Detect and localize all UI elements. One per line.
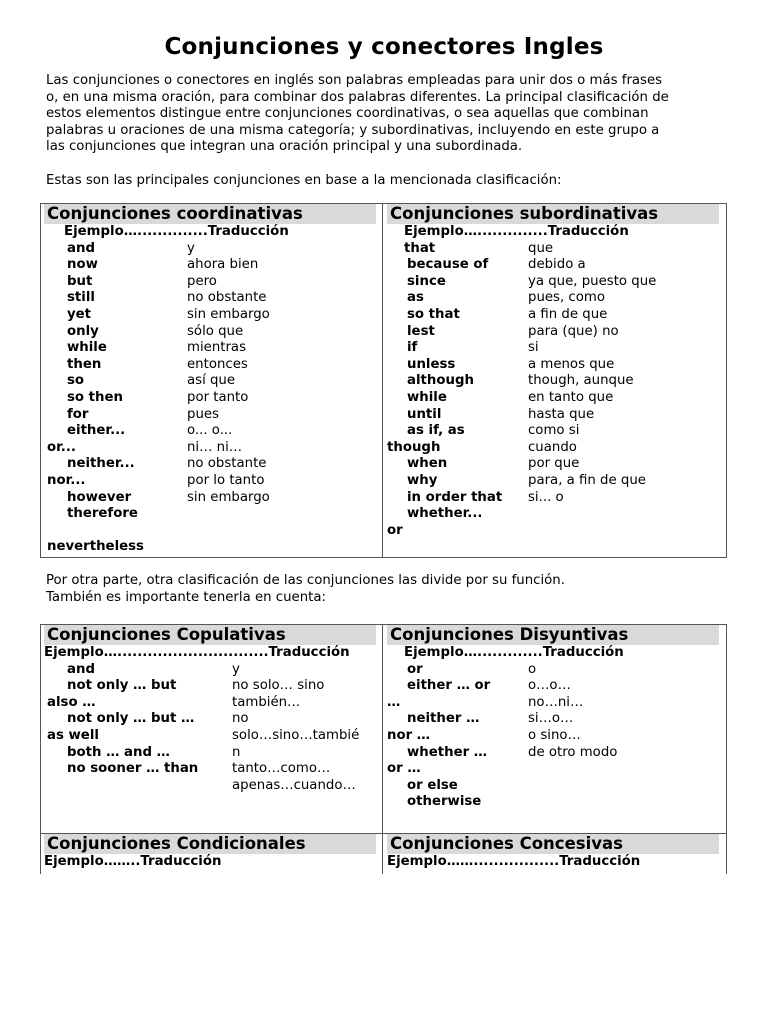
english-term: because of — [407, 257, 489, 273]
table-row — [44, 373, 376, 390]
english-term: yet — [67, 306, 92, 322]
english-term: either... — [67, 423, 126, 439]
english-term: since — [407, 273, 446, 289]
spanish-translation: ni… ni… — [187, 439, 243, 455]
table-row — [44, 274, 376, 291]
mid-paragraph — [46, 573, 726, 606]
english-term: if — [407, 340, 418, 356]
english-term: that — [404, 240, 436, 256]
english-term: but — [67, 273, 93, 289]
english-term: … — [387, 694, 401, 710]
english-term: or — [387, 522, 403, 538]
table-row — [44, 290, 376, 307]
table-row — [44, 778, 376, 795]
table-row — [44, 390, 376, 407]
spanish-translation: si…o… — [528, 711, 574, 727]
coord-subord-table — [40, 203, 727, 558]
spanish-translation: y — [187, 240, 195, 256]
disyuntivas-subheader: Ejemplo….............Traducción — [404, 645, 624, 660]
table-row — [44, 761, 376, 778]
spanish-translation: n — [232, 744, 241, 760]
coordinativas-header: Conjunciones coordinativas — [44, 204, 376, 224]
spanish-translation: though, aunque — [528, 373, 634, 389]
intro-line: Las conjunciones o conectores en inglés son palabras empleadas para unir dos o más frases — [46, 73, 663, 88]
spanish-translation: así que — [187, 373, 236, 389]
mid-line: Por otra parte, otra clasificación de las conjunciones las divide por su función. — [46, 573, 565, 588]
copulativas-cell — [44, 625, 376, 794]
table-row — [387, 711, 719, 728]
table-row — [387, 473, 719, 490]
english-term: while — [407, 389, 447, 405]
table-row — [387, 728, 719, 745]
table-row — [387, 390, 719, 407]
table-row — [387, 523, 719, 540]
table-row — [44, 307, 376, 324]
table-row — [387, 290, 719, 307]
concesivas-header: Conjunciones Concesivas — [387, 834, 719, 854]
english-term: although — [407, 373, 474, 389]
page-title: Conjunciones y conectores Ingles — [164, 34, 604, 60]
english-term: therefore — [67, 506, 138, 522]
intro-paragraph — [46, 73, 726, 156]
english-term: and — [67, 661, 95, 677]
subordinativas-subheader: Ejemplo…..............Traducción — [404, 224, 629, 239]
subordinativas-header: Conjunciones subordinativas — [387, 204, 719, 224]
english-term: both … and … — [67, 744, 170, 760]
spanish-translation: o sino… — [528, 727, 581, 743]
table-row — [387, 794, 719, 811]
table-row — [44, 662, 376, 679]
table-row — [44, 257, 376, 274]
intro-line: o, en una misma oración, para combinar dos palabras diferentes. La principal clasificación de — [46, 89, 669, 105]
spanish-translation: por tanto — [187, 389, 249, 405]
table-row — [44, 456, 376, 473]
spanish-translation: no solo… sino — [232, 678, 325, 694]
spanish-translation: no — [232, 711, 249, 727]
english-term: or — [407, 661, 423, 677]
spanish-translation: entonces — [187, 356, 248, 372]
coordinativas-cell — [44, 204, 376, 556]
spanish-translation: también… — [232, 694, 301, 710]
english-term: so then — [67, 389, 123, 405]
mid-line: También es importante tenerla en cuenta: — [46, 589, 326, 605]
table-row — [44, 678, 376, 695]
intro-second-paragraph: Estas son las principales conjunciones en base a la mencionada clasificación: — [46, 173, 562, 188]
spanish-translation: si — [528, 340, 539, 356]
table-row — [44, 324, 376, 341]
table-row — [387, 678, 719, 695]
spanish-translation: no obstante — [187, 456, 267, 472]
english-term: then — [67, 356, 102, 372]
coordinativas-subheader: Ejemplo…..............Traducción — [64, 224, 289, 239]
spanish-translation: no…ni… — [528, 694, 584, 710]
table-row — [387, 761, 719, 778]
table-row — [44, 728, 376, 745]
column-divider — [382, 625, 383, 834]
intro-line: estos elementos distingue entre conjunciones coordinativas, o sea aquellas que combinan — [46, 106, 649, 122]
subordinativas-rows — [387, 241, 719, 540]
english-term: when — [407, 456, 448, 472]
table-row — [387, 745, 719, 762]
spanish-translation: pues — [187, 406, 219, 422]
table-row — [387, 662, 719, 679]
spanish-translation: mientras — [187, 340, 247, 356]
cond-conc-table — [40, 833, 727, 874]
english-term: though — [387, 439, 441, 455]
table-row — [44, 357, 376, 374]
column-divider — [382, 204, 383, 557]
table-row — [387, 490, 719, 507]
table-row — [44, 473, 376, 490]
spanish-translation: no obstante — [187, 290, 267, 306]
english-term: still — [67, 290, 95, 306]
english-term: as well — [47, 727, 99, 743]
english-term: nor... — [47, 472, 86, 488]
copulativas-subheader: Ejemplo…..............................Traducción — [44, 645, 350, 660]
spanish-translation: o…o… — [528, 678, 571, 694]
spanish-translation: y — [232, 661, 240, 677]
english-term: lest — [407, 323, 435, 339]
spanish-translation: solo…sino…tambié — [232, 727, 360, 743]
english-term: or … — [387, 761, 421, 777]
table-row — [387, 241, 719, 258]
spanish-translation: si... o — [528, 489, 564, 505]
spanish-translation: apenas…cuando… — [232, 777, 356, 793]
english-term: or... — [47, 439, 76, 455]
disyuntivas-header: Conjunciones Disyuntivas — [387, 625, 719, 645]
condicionales-header: Conjunciones Condicionales — [44, 834, 376, 854]
spanish-translation: tanto…como… — [232, 761, 331, 777]
coordinativas-rows — [44, 241, 376, 556]
table-row — [387, 456, 719, 473]
table-row — [44, 241, 376, 258]
english-term: neither... — [67, 456, 135, 472]
english-term: or else — [407, 777, 458, 793]
table-row — [44, 506, 376, 523]
spanish-translation: para, a fin de que — [528, 472, 646, 488]
intro-line: palabras u oraciones de una misma categoría; y subordinativas, incluyendo en este grupo a — [46, 122, 660, 138]
spanish-translation: cuando — [528, 439, 577, 455]
english-term: either … or — [407, 678, 491, 694]
table-row — [44, 440, 376, 457]
concesivas-subheader: Ejemplo…….................Traducción — [387, 854, 641, 869]
english-term: unless — [407, 356, 456, 372]
column-divider — [382, 834, 383, 874]
english-term: until — [407, 406, 442, 422]
english-term: nevertheless — [47, 539, 144, 555]
english-term: while — [67, 340, 107, 356]
english-term: only — [67, 323, 99, 339]
spanish-translation: ya que, puesto que — [528, 273, 657, 289]
table-row — [44, 539, 376, 556]
table-row — [387, 695, 719, 712]
disyuntivas-cell — [387, 625, 719, 811]
english-term: now — [67, 257, 98, 273]
table-row — [44, 745, 376, 762]
table-row — [387, 257, 719, 274]
spanish-translation: de otro modo — [528, 744, 618, 760]
english-term: as if, as — [407, 423, 465, 439]
table-row — [44, 407, 376, 424]
english-term: so — [67, 373, 85, 389]
spanish-translation: a fin de que — [528, 306, 608, 322]
condicionales-subheader: Ejemplo……..Traducción — [44, 854, 222, 869]
spanish-translation: que — [528, 240, 554, 256]
table-row — [387, 324, 719, 341]
spanish-translation: o — [528, 661, 537, 677]
english-term: not only … but … — [67, 711, 195, 727]
spanish-translation: para (que) no — [528, 323, 619, 339]
table-row — [387, 340, 719, 357]
copulativas-header: Conjunciones Copulativas — [44, 625, 376, 645]
table-row — [44, 523, 376, 540]
spanish-translation: debido a — [528, 257, 586, 273]
spanish-translation: o... o... — [187, 423, 233, 439]
english-term: so that — [407, 306, 460, 322]
spanish-translation: pero — [187, 273, 217, 289]
english-term: not only … but — [67, 678, 177, 694]
table-row — [387, 274, 719, 291]
table-row — [387, 423, 719, 440]
english-term: otherwise — [407, 794, 482, 810]
english-term: however — [67, 489, 132, 505]
english-term: and — [67, 240, 95, 256]
spanish-translation: sólo que — [187, 323, 244, 339]
english-term: nor … — [387, 727, 431, 743]
spanish-translation: como si — [528, 423, 580, 439]
english-term: no sooner … than — [67, 761, 199, 777]
table-row — [44, 423, 376, 440]
condicionales-cell — [44, 834, 376, 871]
table-row — [387, 407, 719, 424]
spanish-translation: hasta que — [528, 406, 595, 422]
english-term: whether … — [407, 744, 488, 760]
table-row — [44, 490, 376, 507]
spanish-translation: a menos que — [528, 356, 615, 372]
english-term: also … — [47, 694, 96, 710]
table-row — [387, 440, 719, 457]
table-row — [387, 506, 719, 523]
spanish-translation: por que — [528, 456, 580, 472]
english-term: in order that — [407, 489, 503, 505]
intro-line: las conjunciones que integran una oración principal y una subordinada. — [46, 139, 523, 155]
table-row — [387, 307, 719, 324]
spanish-translation: en tanto que — [528, 389, 614, 405]
spanish-translation: pues, como — [528, 290, 605, 306]
english-term: why — [407, 472, 438, 488]
spanish-translation: por lo tanto — [187, 472, 265, 488]
english-term: whether... — [407, 506, 483, 522]
spanish-translation: ahora bien — [187, 257, 259, 273]
concesivas-cell — [387, 834, 719, 871]
table-row — [387, 373, 719, 390]
english-term: for — [67, 406, 89, 422]
disyuntivas-rows — [387, 662, 719, 811]
english-term: as — [407, 290, 424, 306]
copulativas-rows — [44, 662, 376, 795]
spanish-translation: sin embargo — [187, 489, 270, 505]
copul-disy-table — [40, 624, 727, 834]
table-row — [387, 357, 719, 374]
table-row — [44, 340, 376, 357]
table-row — [44, 695, 376, 712]
table-row — [44, 711, 376, 728]
subordinativas-cell — [387, 204, 719, 539]
english-term: neither … — [407, 711, 480, 727]
table-row — [387, 778, 719, 795]
spanish-translation: sin embargo — [187, 306, 270, 322]
